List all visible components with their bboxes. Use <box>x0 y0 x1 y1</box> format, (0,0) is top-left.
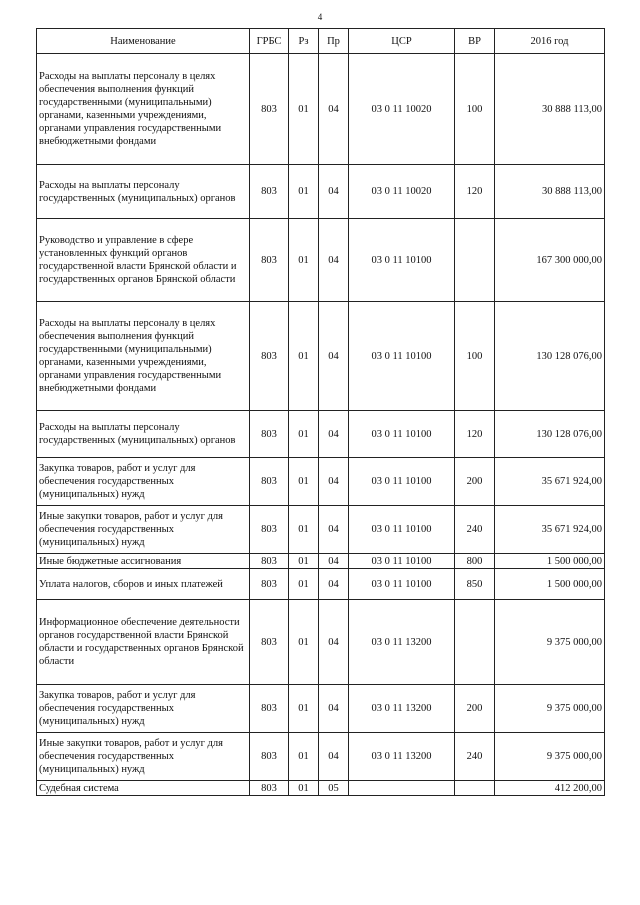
table-row <box>37 733 605 781</box>
row-vr: 100 <box>455 54 495 165</box>
row-vr: 850 <box>455 569 495 600</box>
table-row <box>37 458 605 506</box>
row-rz: 01 <box>289 165 319 219</box>
row-pr: 04 <box>319 219 349 302</box>
row-csr: 03 0 11 10100 <box>349 302 455 411</box>
row-amount: 9 375 000,00 <box>495 600 605 685</box>
row-name: Руководство и управление в сфере установленных функций органов государственной власти Брянской области и государственных органов Брянской области <box>37 219 250 302</box>
row-pr: 04 <box>319 506 349 554</box>
row-rz: 01 <box>289 506 319 554</box>
row-csr: 03 0 11 10100 <box>349 219 455 302</box>
row-name: Расходы на выплаты персоналу в целях обеспечения выполнения функций государственными (муниципальными) органами, казенными учреждениями, органами управления государственными внебюджетными фондами <box>37 302 250 411</box>
row-amount: 167 300 000,00 <box>495 219 605 302</box>
row-csr: 03 0 11 10100 <box>349 458 455 506</box>
table-row <box>37 506 605 554</box>
row-amount: 35 671 924,00 <box>495 506 605 554</box>
table-row <box>37 685 605 733</box>
row-vr: 200 <box>455 685 495 733</box>
row-amount: 30 888 113,00 <box>495 165 605 219</box>
table-row <box>37 569 605 600</box>
row-rz: 01 <box>289 733 319 781</box>
row-amount: 1 500 000,00 <box>495 569 605 600</box>
table-row <box>37 302 605 411</box>
row-name: Иные закупки товаров, работ и услуг для обеспечения государственных (муниципальных) нужд <box>37 733 250 781</box>
row-vr: 120 <box>455 165 495 219</box>
header-rz: Рз <box>289 29 319 54</box>
row-pr: 04 <box>319 600 349 685</box>
row-vr <box>455 600 495 685</box>
row-amount: 9 375 000,00 <box>495 733 605 781</box>
row-csr: 03 0 11 13200 <box>349 600 455 685</box>
row-rz: 01 <box>289 411 319 458</box>
row-rz: 01 <box>289 554 319 569</box>
row-pr: 04 <box>319 54 349 165</box>
row-rz: 01 <box>289 302 319 411</box>
row-vr: 800 <box>455 554 495 569</box>
row-pr: 04 <box>319 569 349 600</box>
row-amount: 30 888 113,00 <box>495 54 605 165</box>
row-csr: 03 0 11 10100 <box>349 554 455 569</box>
row-pr: 04 <box>319 554 349 569</box>
table-row <box>37 600 605 685</box>
row-pr: 04 <box>319 411 349 458</box>
row-grbs: 803 <box>250 411 289 458</box>
row-vr: 200 <box>455 458 495 506</box>
budget-table <box>36 28 605 796</box>
header-name: Наименование <box>37 29 250 54</box>
row-grbs: 803 <box>250 733 289 781</box>
row-grbs: 803 <box>250 458 289 506</box>
row-rz: 01 <box>289 685 319 733</box>
row-amount: 9 375 000,00 <box>495 685 605 733</box>
row-grbs: 803 <box>250 600 289 685</box>
row-name: Расходы на выплаты персоналу в целях обеспечения выполнения функций государственными (муниципальными) органами, казенными учреждениями, органами управления государственными внебюджетными фондами <box>37 54 250 165</box>
row-pr: 04 <box>319 165 349 219</box>
row-grbs: 803 <box>250 569 289 600</box>
table-header-row <box>37 29 605 54</box>
row-rz: 01 <box>289 458 319 506</box>
row-pr: 04 <box>319 302 349 411</box>
header-pr: Пр <box>319 29 349 54</box>
row-name: Судебная система <box>37 781 250 796</box>
row-csr: 03 0 11 10100 <box>349 506 455 554</box>
row-vr: 240 <box>455 506 495 554</box>
row-amount: 35 671 924,00 <box>495 458 605 506</box>
row-amount: 1 500 000,00 <box>495 554 605 569</box>
row-amount: 412 200,00 <box>495 781 605 796</box>
header-year: 2016 год <box>495 29 605 54</box>
table-row <box>37 554 605 569</box>
table-row <box>37 165 605 219</box>
row-name: Уплата налогов, сборов и иных платежей <box>37 569 250 600</box>
header-grbs: ГРБС <box>250 29 289 54</box>
row-csr <box>349 781 455 796</box>
row-pr: 04 <box>319 733 349 781</box>
row-csr: 03 0 11 10020 <box>349 165 455 219</box>
row-name: Закупка товаров, работ и услуг для обеспечения государственных (муниципальных) нужд <box>37 458 250 506</box>
header-vr: ВР <box>455 29 495 54</box>
header-csr: ЦСР <box>349 29 455 54</box>
table-row <box>37 54 605 165</box>
page-number: 4 <box>317 12 323 22</box>
row-name: Иные бюджетные ассигнования <box>37 554 250 569</box>
row-vr: 120 <box>455 411 495 458</box>
row-rz: 01 <box>289 569 319 600</box>
row-name: Информационное обеспечение деятельности органов государственной власти Брянской области и государственных органов Брянской области <box>37 600 250 685</box>
row-grbs: 803 <box>250 54 289 165</box>
row-grbs: 803 <box>250 506 289 554</box>
row-name: Иные закупки товаров, работ и услуг для обеспечения государственных (муниципальных) нужд <box>37 506 250 554</box>
row-grbs: 803 <box>250 781 289 796</box>
row-grbs: 803 <box>250 554 289 569</box>
table-row <box>37 411 605 458</box>
row-vr: 100 <box>455 302 495 411</box>
row-grbs: 803 <box>250 219 289 302</box>
row-csr: 03 0 11 10020 <box>349 54 455 165</box>
row-csr: 03 0 11 13200 <box>349 685 455 733</box>
table-row <box>37 219 605 302</box>
row-vr <box>455 219 495 302</box>
row-name: Расходы на выплаты персоналу государственных (муниципальных) органов <box>37 411 250 458</box>
row-amount: 130 128 076,00 <box>495 302 605 411</box>
row-pr: 04 <box>319 685 349 733</box>
row-rz: 01 <box>289 781 319 796</box>
row-name: Расходы на выплаты персоналу государственных (муниципальных) органов <box>37 165 250 219</box>
row-vr <box>455 781 495 796</box>
row-csr: 03 0 11 10100 <box>349 569 455 600</box>
row-name: Закупка товаров, работ и услуг для обеспечения государственных (муниципальных) нужд <box>37 685 250 733</box>
row-rz: 01 <box>289 600 319 685</box>
row-grbs: 803 <box>250 302 289 411</box>
row-amount: 130 128 076,00 <box>495 411 605 458</box>
row-pr: 04 <box>319 458 349 506</box>
row-csr: 03 0 11 13200 <box>349 733 455 781</box>
row-csr: 03 0 11 10100 <box>349 411 455 458</box>
row-pr: 05 <box>319 781 349 796</box>
row-rz: 01 <box>289 54 319 165</box>
row-grbs: 803 <box>250 685 289 733</box>
row-rz: 01 <box>289 219 319 302</box>
row-grbs: 803 <box>250 165 289 219</box>
table-row <box>37 781 605 796</box>
row-vr: 240 <box>455 733 495 781</box>
